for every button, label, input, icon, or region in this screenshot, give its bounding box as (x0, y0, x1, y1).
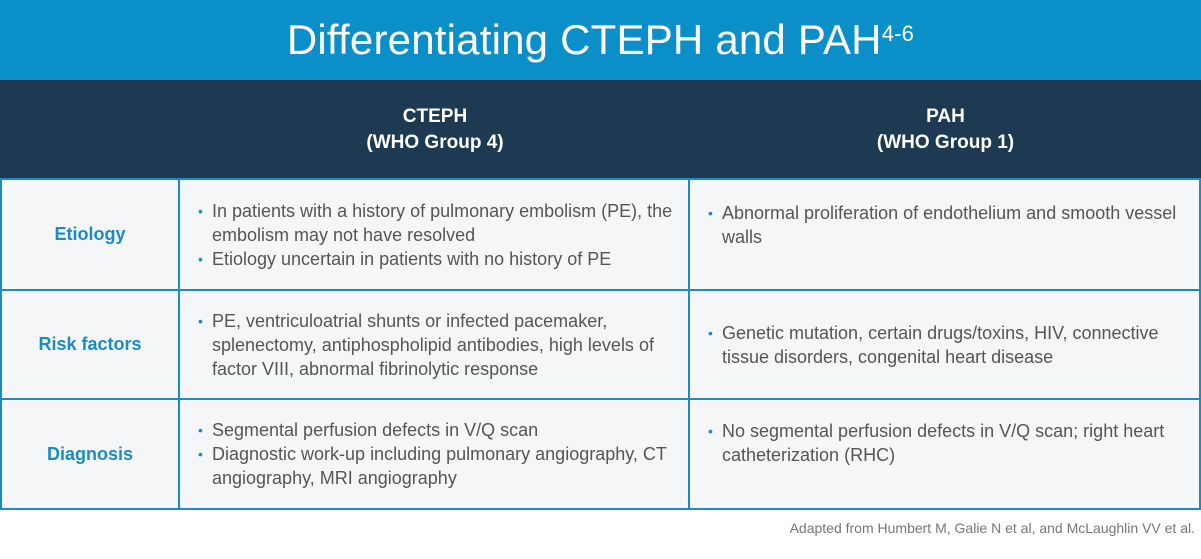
table-row-diagnosis (0, 400, 1201, 510)
list-item: • Abnormal proliferation of endothelium and smooth vessel walls (708, 203, 1177, 247)
list-item: • Genetic mutation, certain drugs/toxins, HIV, connective tissue disorders, congenital heart disease (708, 322, 1159, 367)
bullet-icon: • (198, 422, 203, 438)
title-text: Differentiating CTEPH and PAH (286, 16, 882, 63)
table-divider-col2 (688, 180, 690, 510)
list-item: • PE, ventriculoatrial shunts or infected pacemaker, splenectomy, antiphospholipid antibodies, high levels of factor VIII, abnormal fibrinolytic response (198, 310, 654, 379)
list-item: • No segmental perfusion defects in V/Q scan; right heart catheterization (RHC) (708, 421, 1165, 465)
row-label: Risk factors (38, 334, 142, 354)
list-item: • Segmental perfusion defects in V/Q scan (198, 420, 539, 440)
pah-cell (708, 291, 1188, 398)
header-pah (690, 80, 1201, 180)
table-divider-col1 (178, 180, 180, 510)
bullet-icon: • (708, 423, 713, 439)
source-footnote: Adapted from Humbert M, Galie N et al, and McLaughlin VV et al. (789, 520, 1195, 536)
bullet-icon: • (198, 446, 203, 462)
header-cteph (180, 80, 690, 180)
cteph-cell (198, 291, 678, 398)
table-body (0, 180, 1201, 510)
bullet-icon: • (198, 250, 203, 267)
pah-cell (708, 400, 1188, 467)
table-border-left (0, 180, 2, 510)
bullet-icon: • (198, 312, 203, 329)
title-superscript: 4-6 (881, 21, 915, 46)
bullet-icon: • (198, 202, 203, 219)
pah-cell (708, 180, 1188, 249)
table-header (0, 80, 1201, 180)
table-row-risk-factors (0, 291, 1201, 400)
row-label: Diagnosis (46, 443, 134, 464)
row-label: Etiology (54, 224, 126, 244)
header-cteph-name: CTEPH (402, 106, 468, 127)
header-pah-group: (WHO Group 1) (876, 132, 1015, 153)
header-pah-name: PAH (926, 106, 965, 127)
cteph-cell (198, 180, 678, 289)
bullet-icon: • (708, 205, 713, 221)
cteph-cell (198, 400, 678, 508)
header-cteph-group: (WHO Group 4) (366, 132, 504, 153)
list-item: • Etiology uncertain in patients with no history of PE (198, 248, 612, 269)
list-item: • Diagnostic work-up including pulmonary angiography, CT angiography, MRI angiography (198, 444, 667, 488)
bullet-icon: • (708, 324, 713, 341)
page-title (0, 0, 1201, 80)
table-row-etiology (0, 180, 1201, 291)
list-item: • In patients with a history of pulmonary embolism (PE), the embolism may not have resolved (198, 200, 673, 245)
